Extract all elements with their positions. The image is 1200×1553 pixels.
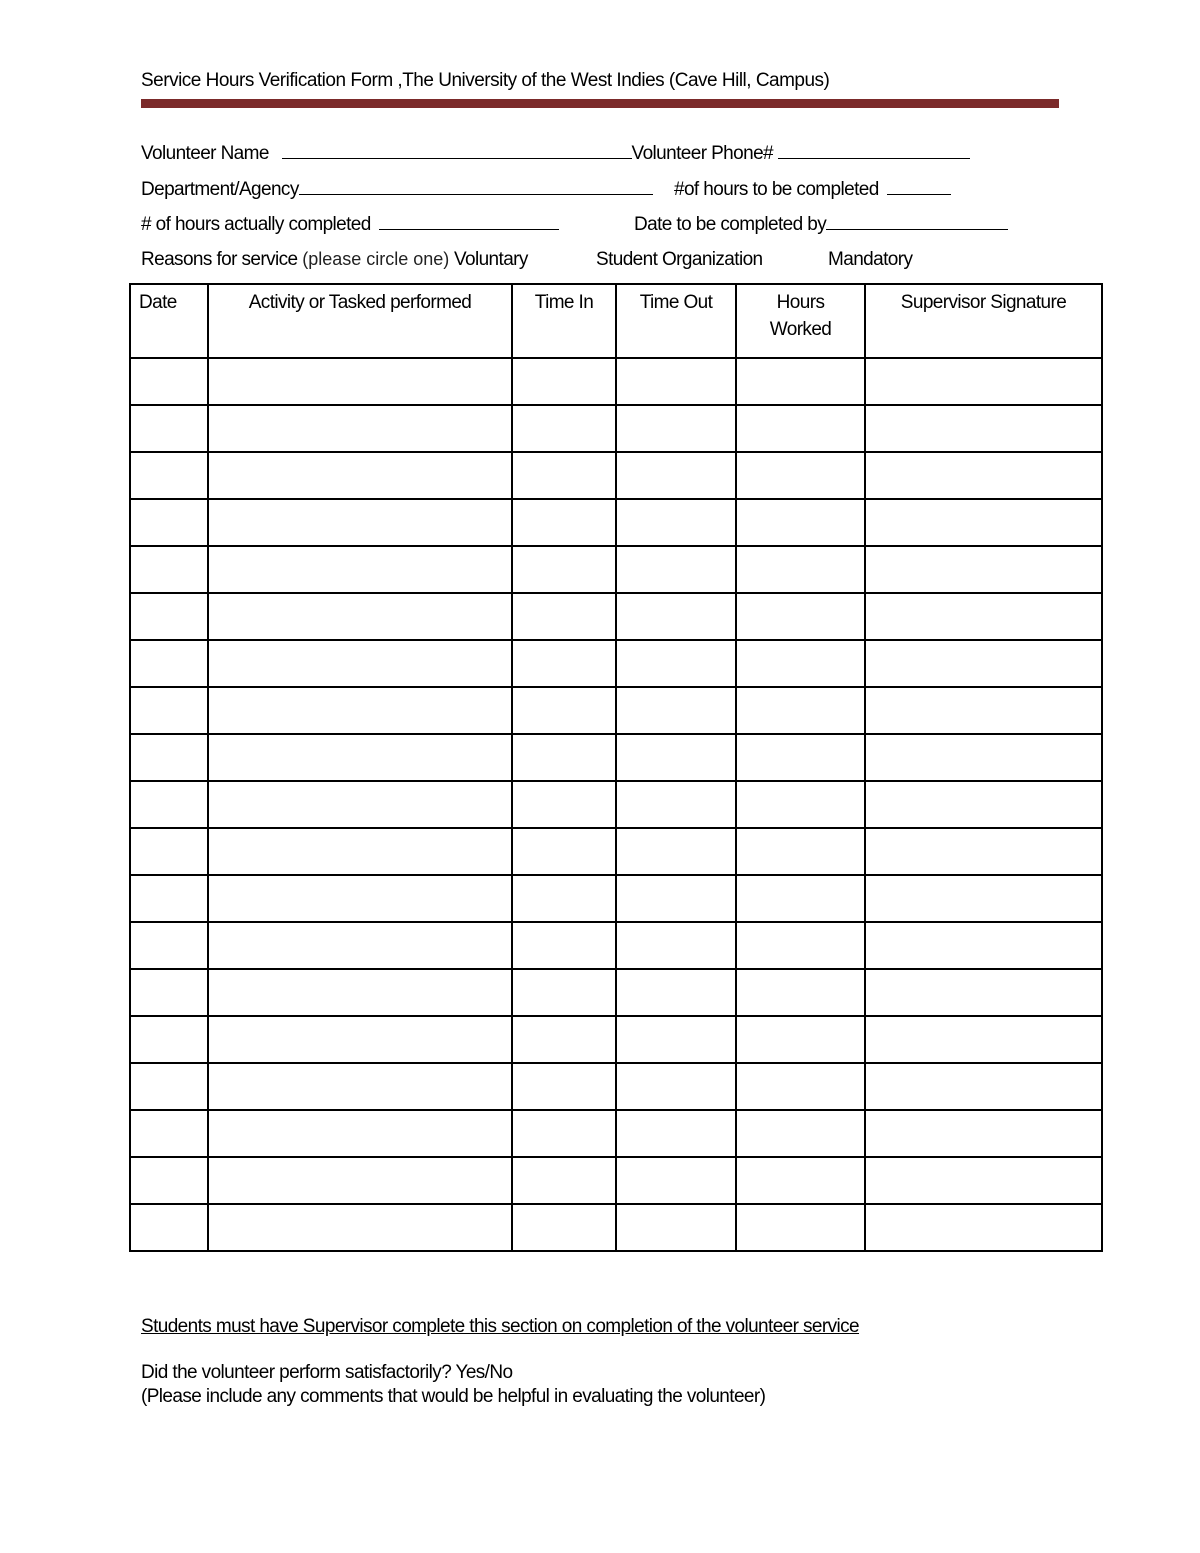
hours-worked-cell[interactable] [736,405,865,452]
header-hours-worked-line2: Worked [769,319,832,340]
hours-worked-cell[interactable] [736,687,865,734]
reasons-row [141,249,528,271]
time-in-cell[interactable] [512,1157,616,1204]
supervisor-signature-cell[interactable] [865,499,1102,546]
volunteer-phone-field[interactable] [778,142,970,159]
activity-cell[interactable] [208,546,512,593]
supervisor-signature-cell[interactable] [865,405,1102,452]
hours-completed-field[interactable] [379,213,559,230]
hours-worked-cell[interactable] [736,499,865,546]
time-in-cell[interactable] [512,1063,616,1110]
satisfactory-question: Did the volunteer perform satisfactorily? Yes/No [141,1362,513,1383]
date-completed-field[interactable] [826,213,1008,230]
hours-worked-cell[interactable] [736,875,865,922]
activity-cell[interactable] [208,1063,512,1110]
date-cell[interactable] [130,922,208,969]
activity-cell[interactable] [208,922,512,969]
time-out-cell[interactable] [616,1157,736,1204]
date-cell[interactable] [130,969,208,1016]
hours-worked-cell[interactable] [736,969,865,1016]
activity-cell[interactable] [208,781,512,828]
activity-cell[interactable] [208,734,512,781]
date-cell[interactable] [130,687,208,734]
hours-worked-cell[interactable] [736,1110,865,1157]
date-cell[interactable] [130,1063,208,1110]
time-out-cell[interactable] [616,687,736,734]
hours-worked-cell[interactable] [736,593,865,640]
activity-cell[interactable] [208,1016,512,1063]
supervisor-signature-cell[interactable] [865,593,1102,640]
time-in-cell[interactable] [512,1204,616,1251]
date-completed-row [634,213,1008,236]
header-hours-worked-line1: Hours [776,292,825,313]
hours-worked-cell[interactable] [736,546,865,593]
header-activity: Activity or Tasked performed [208,284,512,358]
time-out-cell[interactable] [616,546,736,593]
hours-worked-cell[interactable] [736,922,865,969]
time-in-cell[interactable] [512,969,616,1016]
time-out-cell[interactable] [616,1016,736,1063]
date-cell[interactable] [130,452,208,499]
time-in-cell[interactable] [512,640,616,687]
time-out-cell[interactable] [616,922,736,969]
table-row [130,1016,1102,1063]
activity-cell[interactable] [208,687,512,734]
activity-cell[interactable] [208,1157,512,1204]
time-in-cell[interactable] [512,828,616,875]
comments-instruction: (Please include any comments that would be helpful in evaluating the volunteer) [141,1386,766,1407]
table-row [130,1157,1102,1204]
volunteer-phone-label: Volunteer Phone# [631,143,774,164]
header-time-out: Time Out [616,284,736,358]
table-row [130,640,1102,687]
reasons-label: Reasons for service [141,249,298,270]
hours-completed-row [141,213,559,236]
time-in-cell[interactable] [512,922,616,969]
hours-worked-cell[interactable] [736,640,865,687]
supervisor-signature-cell[interactable] [865,875,1102,922]
table-row [130,1110,1102,1157]
table-row [130,828,1102,875]
activity-cell[interactable] [208,1204,512,1251]
hours-worked-cell[interactable] [736,1063,865,1110]
service-log-table [129,283,1103,1252]
date-cell[interactable] [130,828,208,875]
date-cell[interactable] [130,546,208,593]
supervisor-signature-cell[interactable] [865,828,1102,875]
volunteer-name-field[interactable] [282,142,632,159]
time-in-cell[interactable] [512,1110,616,1157]
time-in-cell[interactable] [512,781,616,828]
table-body [130,358,1102,1251]
supervisor-signature-cell[interactable] [865,1157,1102,1204]
date-cell[interactable] [130,358,208,405]
table-row [130,546,1102,593]
date-cell[interactable] [130,1157,208,1204]
table-row [130,1204,1102,1251]
time-out-cell[interactable] [616,405,736,452]
hours-worked-cell[interactable] [736,452,865,499]
hours-to-complete-row [674,178,951,201]
activity-cell[interactable] [208,969,512,1016]
time-in-cell[interactable] [512,452,616,499]
time-in-cell[interactable] [512,546,616,593]
activity-cell[interactable] [208,452,512,499]
activity-cell[interactable] [208,405,512,452]
table-row [130,922,1102,969]
reason-option-student-organization[interactable]: Student Organization [596,249,763,270]
supervisor-signature-cell[interactable] [865,1016,1102,1063]
reasons-hint: (please circle one) [302,249,450,269]
date-cell[interactable] [130,734,208,781]
supervisor-signature-cell[interactable] [865,781,1102,828]
table-row [130,358,1102,405]
time-in-cell[interactable] [512,734,616,781]
department-label: Department/Agency [141,179,299,200]
hours-to-complete-field[interactable] [887,178,951,195]
form-title: Service Hours Verification Form ,The University of the West Indies (Cave Hill, Campus) [141,70,830,91]
time-out-cell[interactable] [616,640,736,687]
table-row [130,452,1102,499]
time-in-cell[interactable] [512,875,616,922]
hours-worked-cell[interactable] [736,1204,865,1251]
table-row [130,405,1102,452]
hours-completed-label: # of hours actually completed [141,214,371,235]
supervisor-signature-cell[interactable] [865,734,1102,781]
table-row [130,969,1102,1016]
hours-worked-cell[interactable] [736,1157,865,1204]
time-in-cell[interactable] [512,405,616,452]
time-out-cell[interactable] [616,828,736,875]
header-supervisor-signature: Supervisor Signature [865,284,1102,358]
hours-worked-cell[interactable] [736,1016,865,1063]
date-cell[interactable] [130,1016,208,1063]
supervisor-signature-cell[interactable] [865,1204,1102,1251]
hours-worked-cell[interactable] [736,828,865,875]
header-time-in: Time In [512,284,616,358]
date-cell[interactable] [130,405,208,452]
time-out-cell[interactable] [616,781,736,828]
activity-cell[interactable] [208,593,512,640]
table-row [130,593,1102,640]
date-cell[interactable] [130,1204,208,1251]
table-row [130,734,1102,781]
time-in-cell[interactable] [512,358,616,405]
time-out-cell[interactable] [616,499,736,546]
hours-worked-cell[interactable] [736,358,865,405]
volunteer-name-row [141,142,970,165]
table-row [130,687,1102,734]
header-date: Date [130,284,208,358]
volunteer-name-label: Volunteer Name [141,143,269,164]
supervisor-signature-cell[interactable] [865,687,1102,734]
activity-cell[interactable] [208,828,512,875]
activity-cell[interactable] [208,499,512,546]
hours-to-complete-label: #of hours to be completed [674,179,879,200]
date-cell[interactable] [130,1110,208,1157]
activity-cell[interactable] [208,640,512,687]
time-out-cell[interactable] [616,1063,736,1110]
supervisor-signature-cell[interactable] [865,546,1102,593]
table-row [130,1063,1102,1110]
supervisor-signature-cell[interactable] [865,1110,1102,1157]
supervisor-signature-cell[interactable] [865,1063,1102,1110]
table-row [130,499,1102,546]
time-out-cell[interactable] [616,1110,736,1157]
time-out-cell[interactable] [616,734,736,781]
time-out-cell[interactable] [616,358,736,405]
activity-cell[interactable] [208,1110,512,1157]
time-in-cell[interactable] [512,687,616,734]
date-completed-label: Date to be completed by [634,214,827,235]
time-out-cell[interactable] [616,1204,736,1251]
time-in-cell[interactable] [512,1016,616,1063]
supervisor-section-heading: Students must have Supervisor complete this section on completion of the volunteer service [141,1316,860,1337]
reason-option-voluntary[interactable]: Voluntary [453,249,528,270]
time-out-cell[interactable] [616,875,736,922]
supervisor-signature-cell[interactable] [865,969,1102,1016]
supervisor-signature-cell[interactable] [865,922,1102,969]
date-cell[interactable] [130,875,208,922]
time-out-cell[interactable] [616,593,736,640]
date-cell[interactable] [130,593,208,640]
time-out-cell[interactable] [616,452,736,499]
hours-worked-cell[interactable] [736,781,865,828]
time-out-cell[interactable] [616,969,736,1016]
supervisor-signature-cell[interactable] [865,358,1102,405]
table-row [130,875,1102,922]
header-hours-worked [736,284,865,358]
reason-option-mandatory[interactable]: Mandatory [828,249,913,270]
date-cell[interactable] [130,499,208,546]
header-rule [141,99,1059,108]
date-cell[interactable] [130,781,208,828]
time-in-cell[interactable] [512,593,616,640]
table-header-row [130,284,1102,358]
activity-cell[interactable] [208,358,512,405]
supervisor-signature-cell[interactable] [865,640,1102,687]
department-field[interactable] [299,178,653,195]
date-cell[interactable] [130,640,208,687]
time-in-cell[interactable] [512,499,616,546]
department-row [141,178,653,201]
table-row [130,781,1102,828]
supervisor-signature-cell[interactable] [865,452,1102,499]
activity-cell[interactable] [208,875,512,922]
hours-worked-cell[interactable] [736,734,865,781]
